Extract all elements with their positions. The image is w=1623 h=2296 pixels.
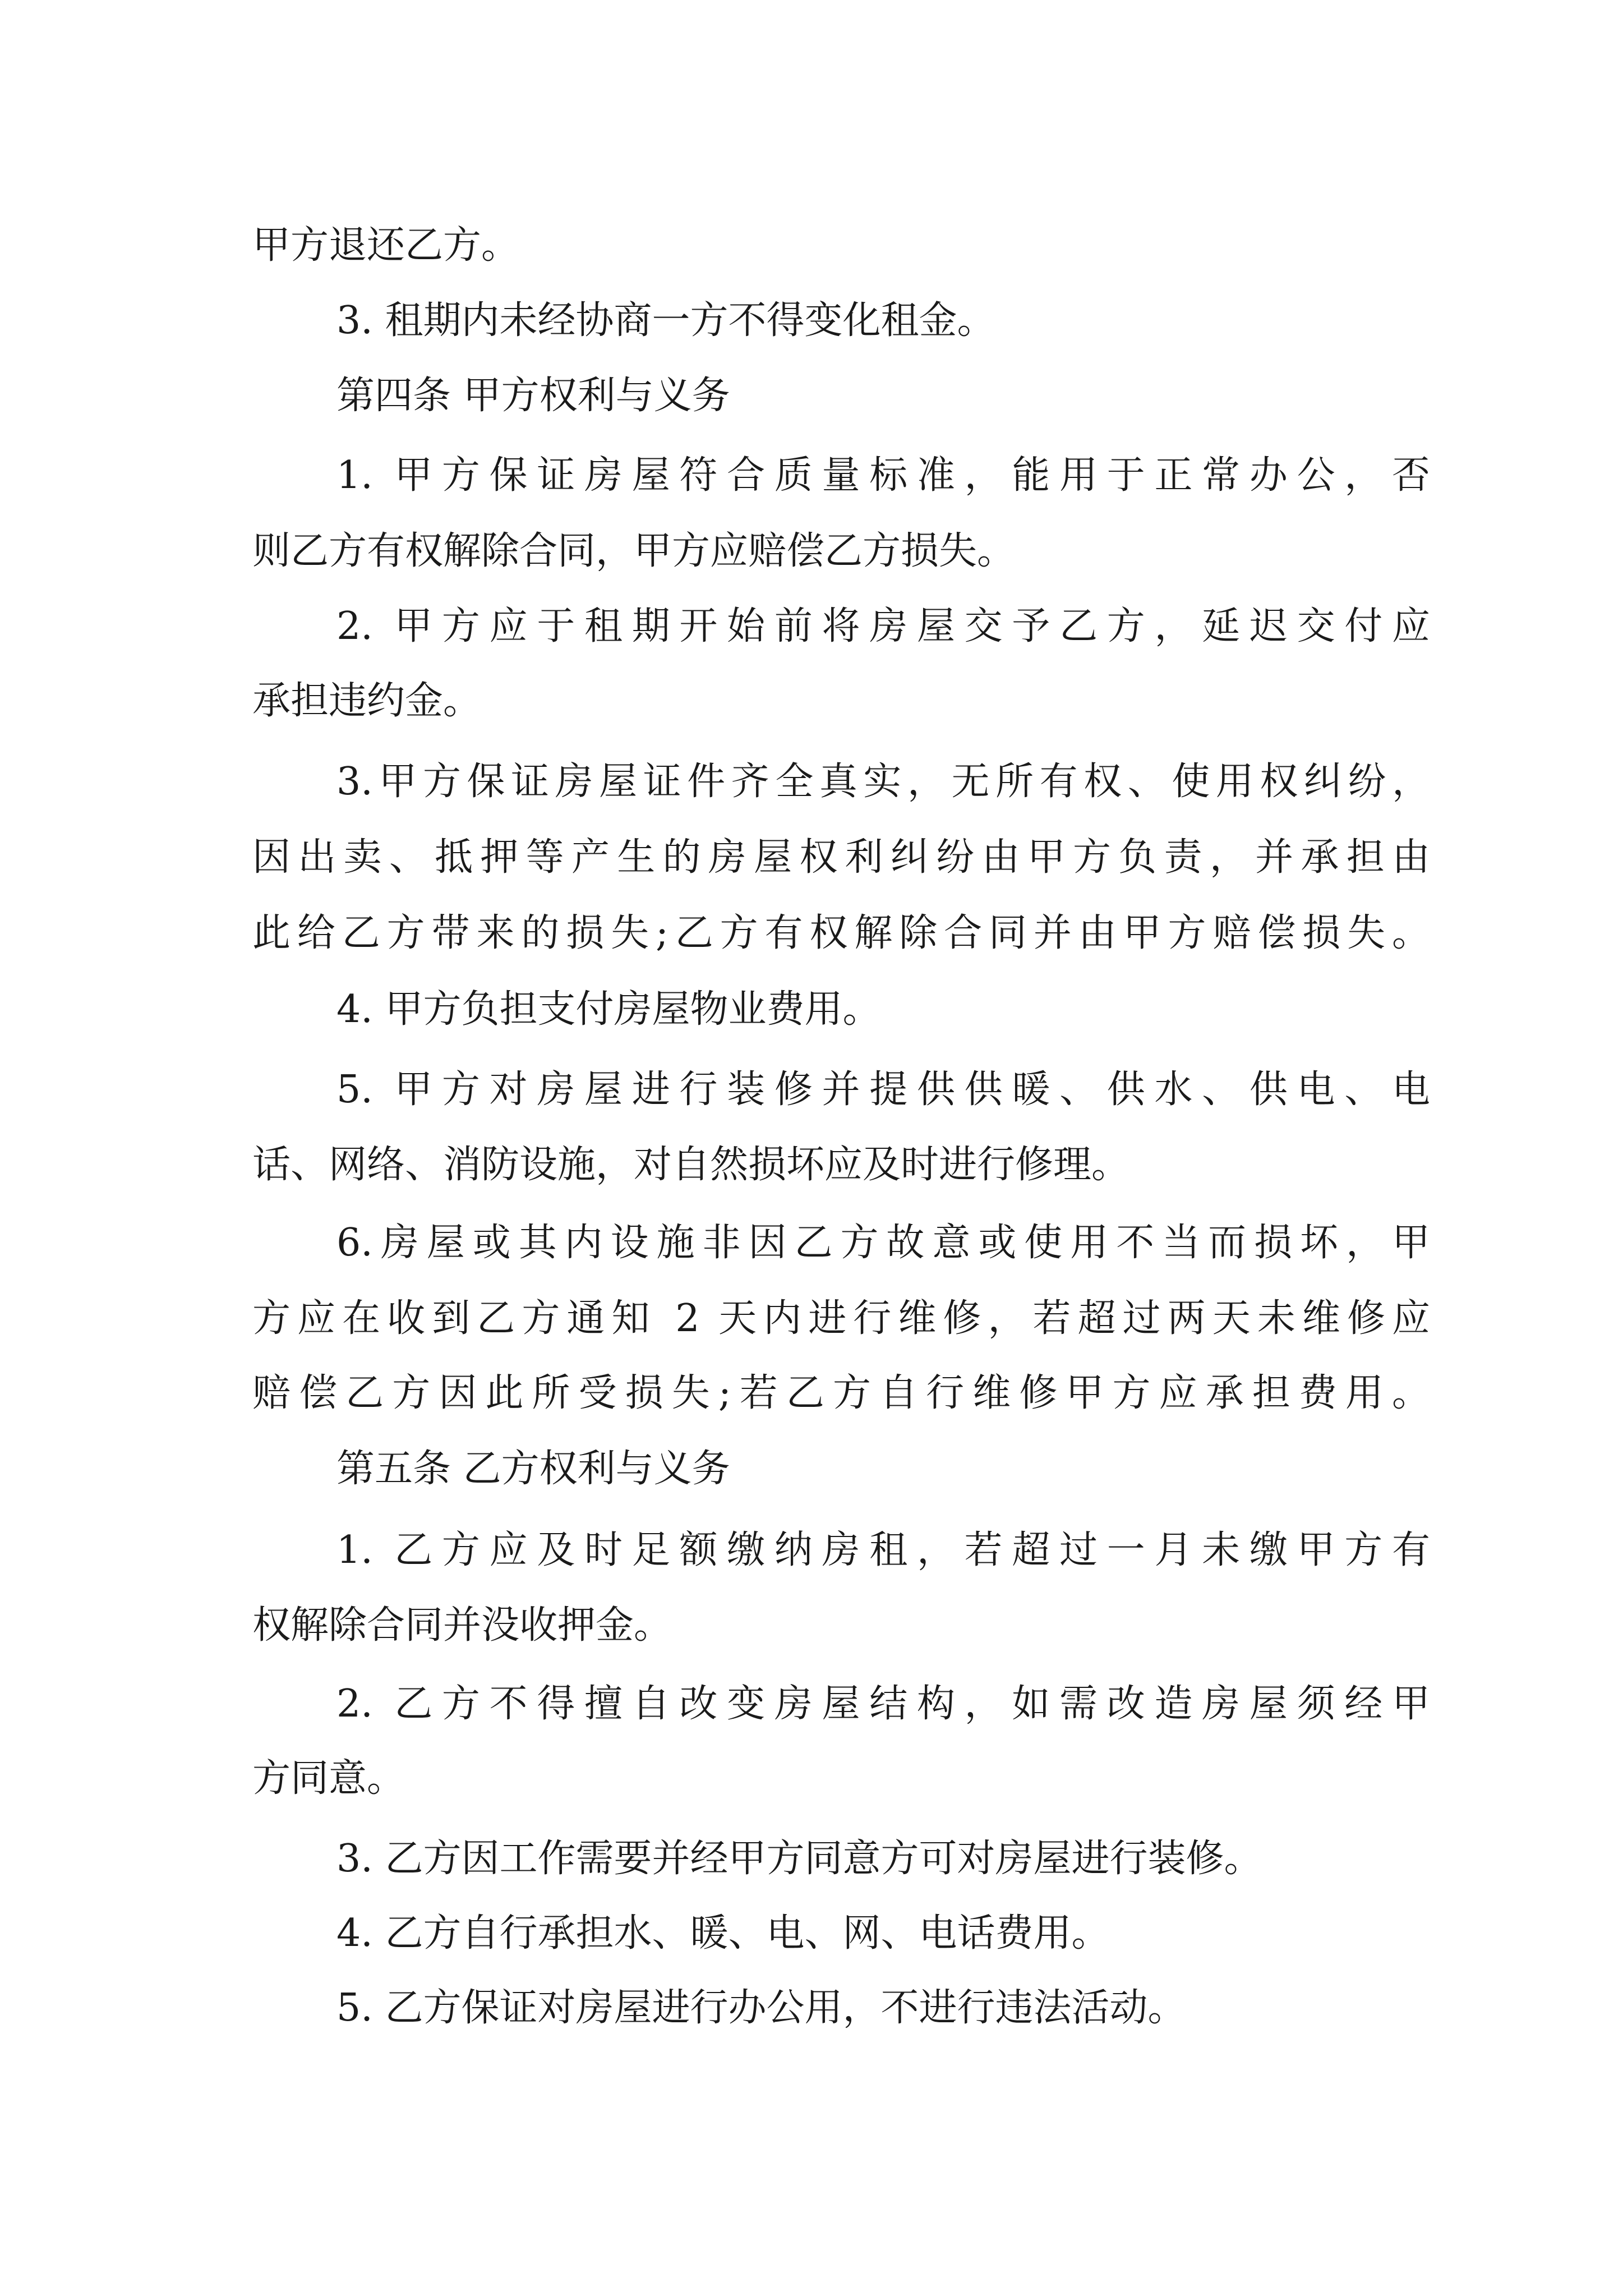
text-line: 3. 乙方因工作需要并经甲方同意方可对房屋进行装修。 bbox=[336, 1837, 1262, 1881]
text-line: 3. 租期内未经协商一方不得变化租金。 bbox=[336, 298, 995, 343]
text-line: 方同意。 bbox=[252, 1756, 405, 1801]
section-heading: 第五条 乙方权利与义务 bbox=[336, 1447, 730, 1491]
text-line: 5. 乙方保证对房屋进行办公用，不进行违法活动。 bbox=[336, 1986, 1186, 2030]
text-line: 话、网络、消防设施，对自然损坏应及时进行修理。 bbox=[252, 1143, 1130, 1187]
text-line: 1. 甲方保证房屋符合质量标准，能用于正常办公，否 bbox=[336, 453, 1430, 498]
text-line: 方应在收到乙方通知 2 天内进行维修，若超过两天未维修应 bbox=[252, 1296, 1430, 1341]
text-line: 因出卖、抵押等产生的房屋权利纠纷由甲方负责，并承担由 bbox=[252, 835, 1430, 880]
text-line: 3.甲方保证房屋证件齐全真实，无所有权、使用权纠纷， bbox=[336, 760, 1430, 804]
text-line: 甲方退还乙方。 bbox=[252, 223, 520, 268]
text-line: 此给乙方带来的损失;乙方有权解除合同并由甲方赔偿损失。 bbox=[252, 911, 1430, 955]
text-line: 2. 甲方应于租期开始前将房屋交予乙方，延迟交付应 bbox=[336, 604, 1430, 648]
text-line: 承担违约金。 bbox=[252, 679, 482, 723]
section-heading: 第四条 甲方权利与义务 bbox=[336, 374, 730, 418]
text-line: 1. 乙方应及时足额缴纳房租，若超过一月未缴甲方有 bbox=[336, 1528, 1430, 1572]
text-line: 5. 甲方对房屋进行装修并提供供暖、供水、供电、电 bbox=[336, 1068, 1430, 1112]
text-line: 2. 乙方不得擅自改变房屋结构，如需改造房屋须经甲 bbox=[336, 1682, 1430, 1726]
text-line: 4. 乙方自行承担水、暖、电、网、电话费用。 bbox=[336, 1911, 1110, 1955]
text-line: 则乙方有权解除合同，甲方应赔偿乙方损失。 bbox=[252, 529, 1016, 573]
text-line: 权解除合同并没收押金。 bbox=[252, 1603, 672, 1648]
text-line: 6.房屋或其内设施非因乙方故意或使用不当而损坏，甲 bbox=[336, 1221, 1430, 1265]
text-line: 赔偿乙方因此所受损失;若乙方自行维修甲方应承担费用。 bbox=[252, 1371, 1430, 1415]
text-line: 4. 甲方负担支付房屋物业费用。 bbox=[336, 987, 881, 1032]
